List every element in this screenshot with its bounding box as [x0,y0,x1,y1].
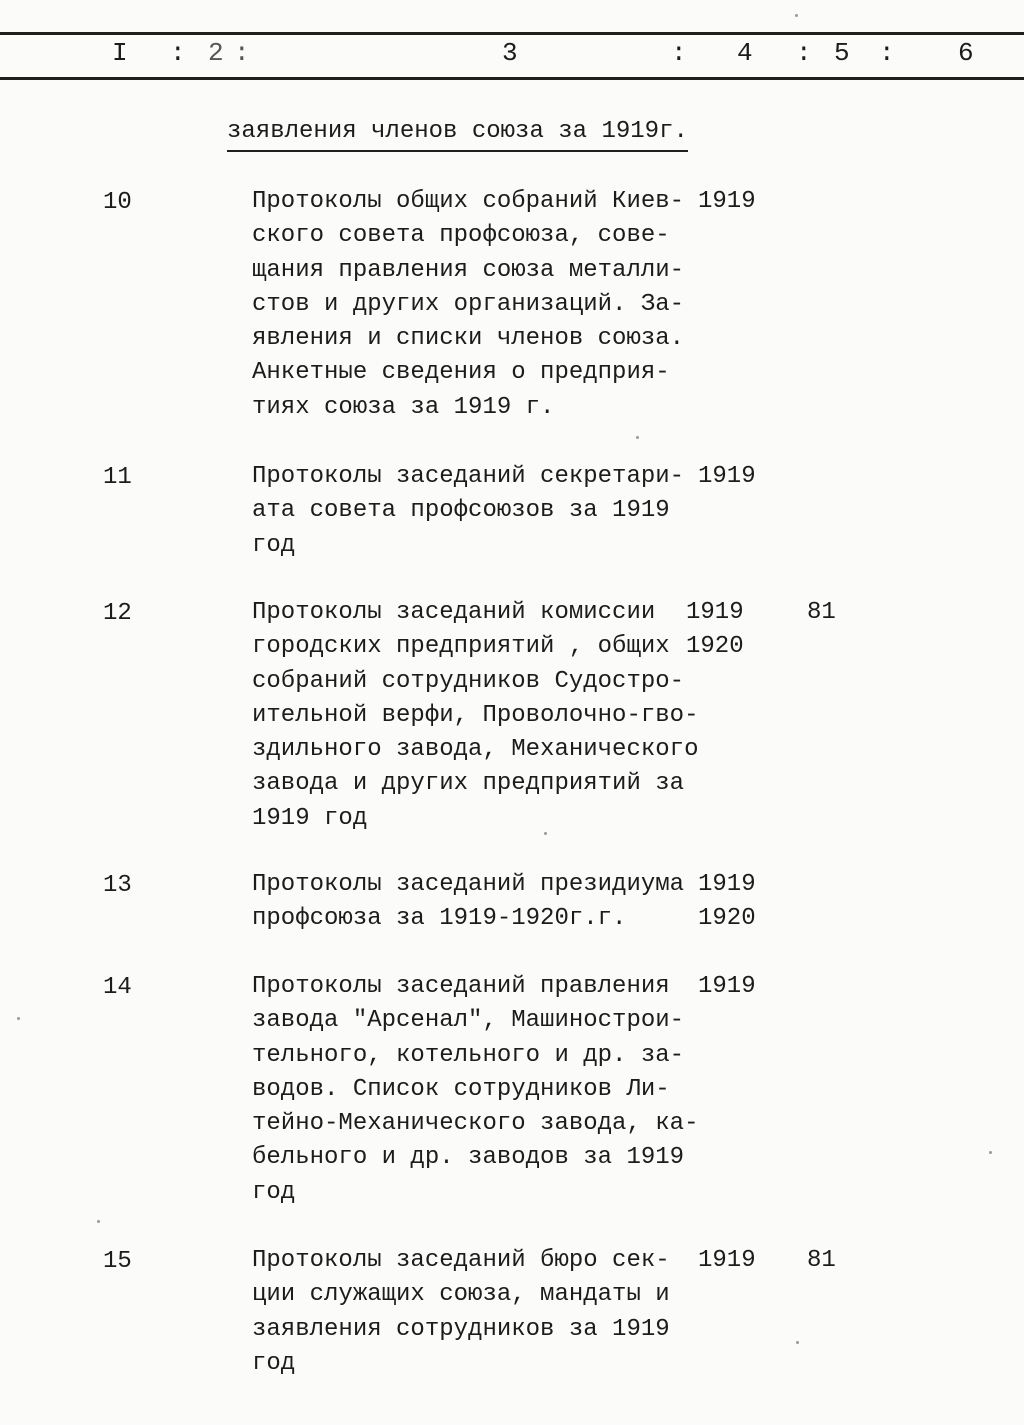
year-value: 1919 [698,188,756,215]
header-col-6: 6 [958,38,974,68]
description-line: водов. Список сотрудников Ли- [252,1075,670,1103]
description-line: завода и других предприятий за [252,770,685,798]
description-line: профсоюза за 1919-1920г.г. [252,905,627,933]
header-col-4: 4 [737,38,753,68]
description-line: год [252,1349,296,1377]
row-description [252,460,692,563]
description-line: щания правления союза металли- [252,256,685,284]
row-description [252,185,692,425]
row-number: 10 [103,189,132,216]
header-bottom-rule [0,77,1024,80]
year-value: 1920 [698,905,756,933]
description-line: Протоколы заседаний секретари- [252,463,685,490]
description-line: 1919 год [252,804,368,832]
description-line: стов и других организаций. За- [252,290,685,318]
description-line: собраний сотрудников Судостро- [252,667,685,695]
row-years [686,596,744,665]
scan-speck [636,436,639,439]
row-number: 13 [103,872,132,899]
scan-speck [97,1220,100,1223]
scan-speck [796,1341,799,1344]
year-value: 1920 [686,633,744,661]
description-line: год [252,531,296,559]
description-line: Протоколы заседаний правления [252,973,670,1000]
year-value: 1919 [698,973,756,1000]
scan-speck [989,1151,992,1154]
description-line: ции служащих союза, мандаты и [252,1281,670,1309]
row-years [698,868,756,937]
header-separator-4: : [796,38,812,68]
description-line: тиях союза за 1919 г. [252,393,555,421]
year-value: 1919 [686,599,744,626]
description-line: Протоколы заседаний комиссии [252,599,656,626]
row-years [698,1244,756,1278]
row-number: 15 [103,1248,132,1275]
row-description [252,1244,692,1381]
description-line: заявления сотрудников за 1919 [252,1315,670,1343]
description-line: ского совета профсоюза, сове- [252,222,670,250]
description-line: Протоколы заседаний бюро сек- [252,1247,670,1274]
description-line: ительной верфи, Проволочно-гво- [252,701,699,729]
description-line: год [252,1178,296,1206]
continuation-text: заявления членов союза за 1919г. [227,115,688,152]
row-sheets: 81 [807,599,836,626]
row-years [698,185,756,219]
scan-speck [17,1017,20,1020]
year-value: 1919 [698,1247,756,1274]
description-line: Протоколы заседаний президиума [252,871,685,898]
description-line: бельного и др. заводов за 1919 [252,1144,685,1172]
header-col-1: I [112,38,128,68]
description-line: тейно-Механического завода, ка- [252,1110,699,1138]
row-years [698,460,756,494]
header-separator-1: : [170,38,186,68]
row-number: 12 [103,600,132,627]
row-description [252,970,699,1210]
row-years [698,970,756,1004]
description-line: явления и списки членов союза. [252,325,685,353]
header-col-3: 3 [502,38,518,68]
year-value: 1919 [698,871,756,898]
description-line: ата совета профсоюзов за 1919 [252,497,670,525]
scan-speck [544,832,547,835]
header-separator-3: : [671,38,687,68]
row-number: 14 [103,974,132,1001]
header-separator-2: : [234,38,250,68]
description-line: Анкетные сведения о предприя- [252,359,670,387]
description-line: городских предприятий , общих [252,633,670,661]
row-sheets: 81 [807,1247,836,1274]
row-description [252,868,692,937]
header-col-5: 5 [834,38,850,68]
scan-speck [795,14,798,17]
description-line: здильного завода, Механического [252,736,699,764]
header-top-rule [0,32,1024,35]
description-line: завода "Арсенал", Машинострои- [252,1007,685,1035]
header-col-2: 2 [208,38,224,68]
year-value: 1919 [698,463,756,490]
row-description [252,596,699,836]
description-line: тельного, котельного и др. за- [252,1041,685,1069]
header-separator-5: : [879,38,895,68]
row-number: 11 [103,464,132,491]
description-line: Протоколы общих собраний Киев- [252,188,685,215]
